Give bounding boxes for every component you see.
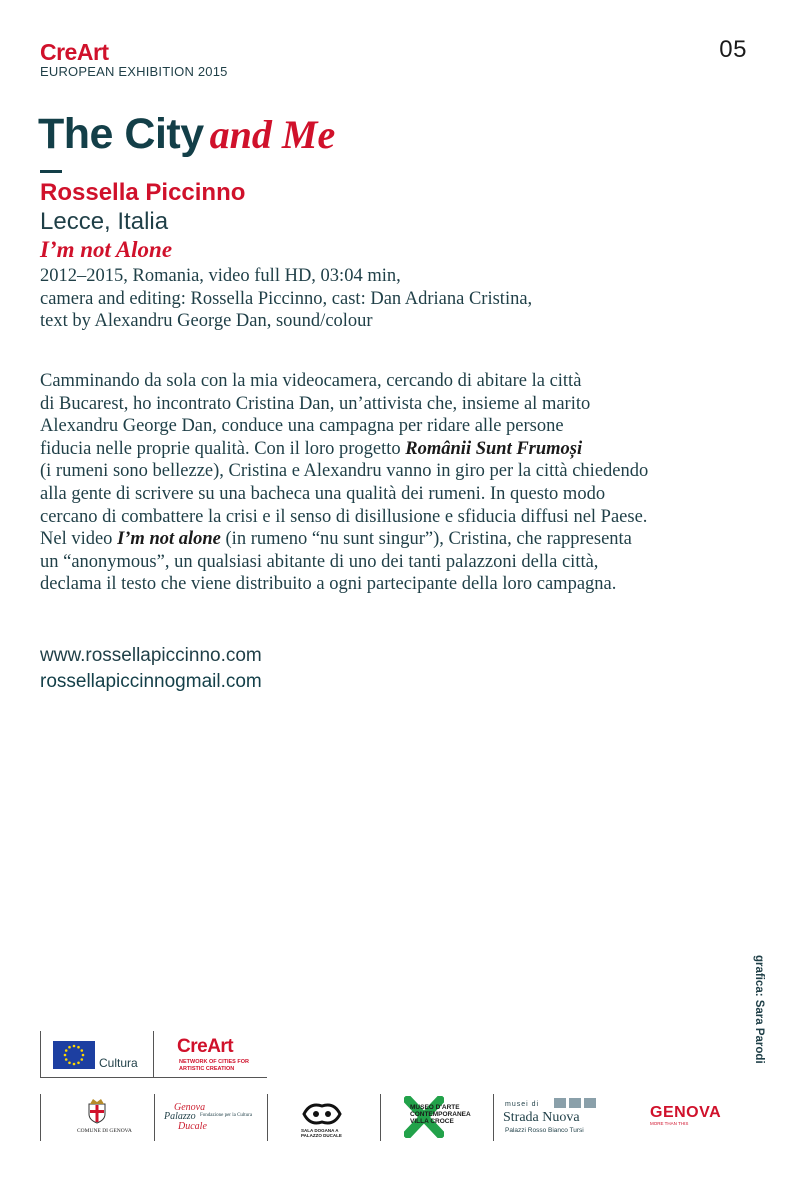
credits-line: text by Alexandru George Dan, sound/colour [40, 311, 373, 331]
creart-network-subtitle: NETWORK OF CITIES FOR ARTISTIC CREATION [179, 1059, 249, 1072]
creart-logo: CreArt [40, 39, 109, 65]
description-line: Nel video I’m not alone (in rumeno “nu sunt singur”), Cristina, che rappresenta [40, 529, 632, 550]
title-italic: and Me [209, 112, 336, 157]
description-line: Alexandru George Dan, conduce una campagna per ridare alle persone [40, 416, 564, 437]
artist-location: Lecce, Italia [40, 208, 169, 235]
description-line: un “anonymous”, un qualsiasi abitante di uno dei tanti palazzoni della città, [40, 551, 599, 572]
credits-line: 2012–2015, Romania, video full HD, 03:04 min, [40, 266, 401, 286]
description [40, 370, 770, 596]
palazzo-ducale-logo: Genova Palazzo Ducale Fondazione per la Cultura [154, 1094, 268, 1141]
sala-dogana-logo: SALA DOGANA A PALAZZO DUCALE [267, 1094, 381, 1141]
description-line: cercano di combattere la crisi e il senso di disillusione e sfiducia diffusi nel Paese. [40, 506, 648, 527]
work-credits [40, 265, 532, 333]
work-title: I’m not Alone [40, 237, 173, 262]
eu-flag-icon [53, 1041, 95, 1069]
video-title: I’m not alone [117, 529, 221, 550]
comune-genova-logo: COMUNE DI GENOVA [41, 1094, 155, 1141]
description-line: alla gente di scrivere su una bacheca una qualità dei rumeni. In questo modo [40, 483, 606, 504]
page-title [38, 108, 335, 161]
description-line: (i rumeni sono bellezze), Cristina e Alexandru vanno in giro per la città chiedendo [40, 461, 649, 482]
page-number: 05 [719, 36, 747, 63]
description-line: di Bucarest, ho incontrato Cristina Dan, un’attivista che, insieme al marito [40, 393, 591, 414]
project-title: Românii Sunt Frumoși [405, 438, 583, 459]
genova-tagline: MORE THAN THIS [650, 1121, 689, 1126]
genova-logo: GENOVA [650, 1104, 722, 1121]
title-main: The City [38, 110, 204, 158]
creart-network-logo: CreArt [177, 1036, 234, 1057]
graphic-credit: grafica: Sara Parodi [753, 955, 765, 1064]
description-line: Camminando da sola con la mia videocamera, cercando di abitare la città [40, 371, 582, 391]
exhibition-subtitle: EUROPEAN EXHIBITION 2015 [40, 64, 228, 79]
sponsor-logos-top [40, 1031, 267, 1078]
credits-line: camera and editing: Rossella Piccinno, cast: Dan Adriana Cristina, [40, 288, 533, 309]
brand-header [40, 40, 228, 79]
title-divider [40, 170, 62, 173]
strada-nuova-logo: musei di Strada Nuova Palazzi Rosso Bianco Tursi [493, 1094, 606, 1141]
museo-villa-croce-logo: MUSEO D'ARTE CONTEMPORANEA VILLA CROCE [380, 1094, 494, 1141]
contact-links [40, 643, 262, 695]
eu-culture-label: Cultura [99, 1056, 138, 1070]
description-line: fiducia nelle proprie qualità. Con il loro progetto Românii Sunt Frumoși [40, 438, 583, 459]
artist-name: Rossella Piccinno [40, 179, 246, 206]
email-link[interactable]: rossellapiccinnogmail.com [40, 671, 262, 692]
description-line: declama il testo che viene distribuito a ogni partecipante della loro campagna. [40, 574, 617, 595]
website-link[interactable]: www.rossellapiccinno.com [40, 645, 262, 666]
sponsor-logos-bottom [40, 1094, 606, 1141]
